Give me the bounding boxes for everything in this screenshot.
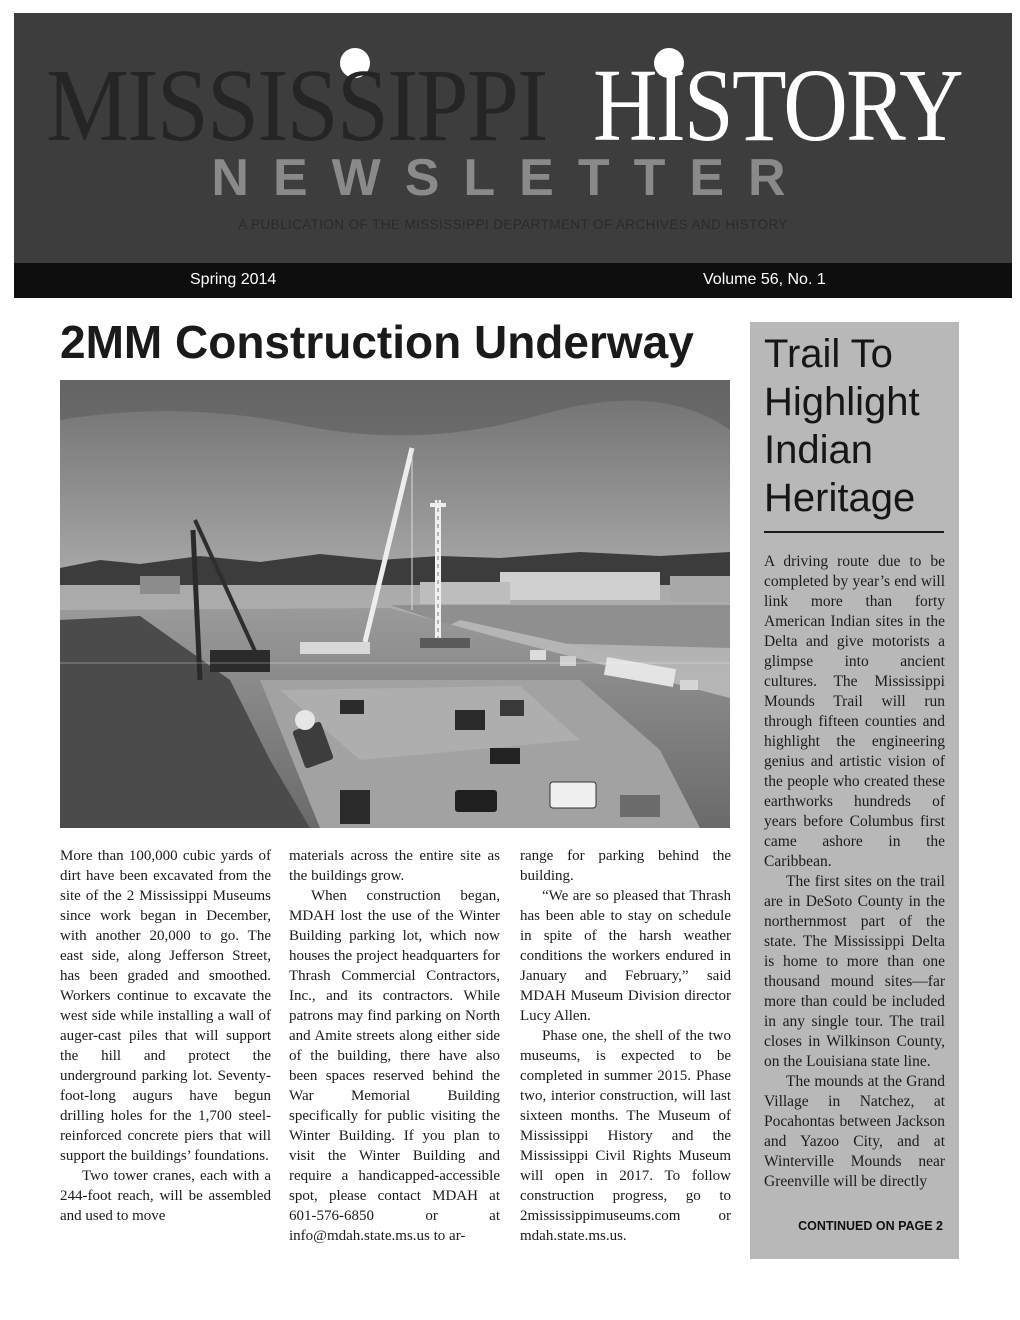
sidebar-paragraph: The mounds at the Grand Village in Natchez, at Pocahontas between Jackson and Yazoo City, and at Winterville Mounds near Greenville will be directly: [764, 1073, 945, 1190]
issue-volume: Volume 56, No. 1: [703, 271, 826, 288]
article-paragraph: “We are so pleased that Thrash has been able to stay on schedule in spite of the harsh weather conditions the workers endured in January and February,” said MDAH Museum Division director Lucy Allen.: [520, 888, 731, 1024]
sidebar-paragraph: The first sites on the trail are in DeSoto County in the northernmost part of the state. The Mississippi Delta is home to more than one thousand mound sites—far more than could be included in any single tour. The trail closes in Wilkinson County, on the Louisiana state line.: [764, 873, 945, 1070]
publication-line: A PUBLICATION OF THE MISSISSIPPI DEPARTMENT OF ARCHIVES AND HISTORY: [238, 217, 788, 232]
article-headline: 2MM Construction Underway: [60, 316, 694, 368]
masthead-title-history: HISTORY: [593, 48, 963, 163]
sidebar-body: [764, 552, 945, 1192]
issue-bar: [14, 263, 1012, 298]
article-paragraph: Two tower cranes, each with a 244-foot reach, will be assembled and used to move: [60, 1168, 271, 1224]
article-paragraph: materials across the entire site as the buildings grow.: [289, 848, 500, 884]
sidebar-title: Trail To Highlight Indian Heritage: [764, 332, 920, 520]
article-column-1: [60, 846, 271, 1226]
issue-season: Spring 2014: [190, 271, 277, 288]
article-paragraph: More than 100,000 cubic yards of dirt have been excavated from the site of the 2 Mississippi Museums since work began in December, with another 20,000 to go. The east side, along Jefferson Street, has been graded and smoothed. Workers continue to excavate the west side while installing a wall of auger-cast piles that will support the hill and protect the underground parking lot. Seventy-foot-long augurs have begun drilling holes for the 1,700 steel-reinforced concrete piers that will support the buildings’ foundations.: [60, 848, 271, 1164]
masthead-title-mississippi: MISSISSIPPI: [46, 48, 547, 163]
sidebar-divider: [764, 531, 944, 533]
article-column-3: [520, 846, 731, 1246]
masthead-subtitle-newsletter: NEWSLETTER: [211, 149, 810, 207]
article-paragraph: Phase one, the shell of the two museums, is expected to be completed in summer 2015. Phase two, interior construction, will last sixteen months. The Museum of Mississippi History and the Mississippi Civil Rights Museum will open in 2017. To follow construction progress, go to 2mississippimuseums.com or mdah.state.ms.us.: [520, 1028, 731, 1244]
article-column-2: [289, 846, 500, 1246]
article-paragraph: range for parking behind the building.: [520, 848, 731, 884]
construction-site-photo: [60, 380, 730, 828]
sidebar-paragraph: A driving route due to be completed by year’s end will link more than forty American Indian sites in the Delta and give motorists a glimpse into ancient cultures. The Mississippi Mounds Trail will run through fifteen counties and highlight the engineering genius and artistic vision of the people who created these earthworks hundreds of years before Columbus first came ashore in the Caribbean.: [764, 553, 945, 870]
continued-on-page-link[interactable]: CONTINUED ON PAGE 2: [798, 1219, 943, 1233]
sidebar-box: [750, 322, 959, 1259]
article-paragraph: When construction began, MDAH lost the use of the Winter Building parking lot, which now houses the project headquarters for Thrash Commercial Contractors, Inc., and its contractors. While patrons may find parking on North and Amite streets along either side of the building, there have also been spaces reserved behind the War Memorial Building specifically for public visiting the Winter Building. If you plan to visit the Winter Building and require a handicapped-accessible spot, please contact MDAH at 601-576-6850 or at info@mdah.state.ms.us to ar-: [289, 888, 500, 1244]
